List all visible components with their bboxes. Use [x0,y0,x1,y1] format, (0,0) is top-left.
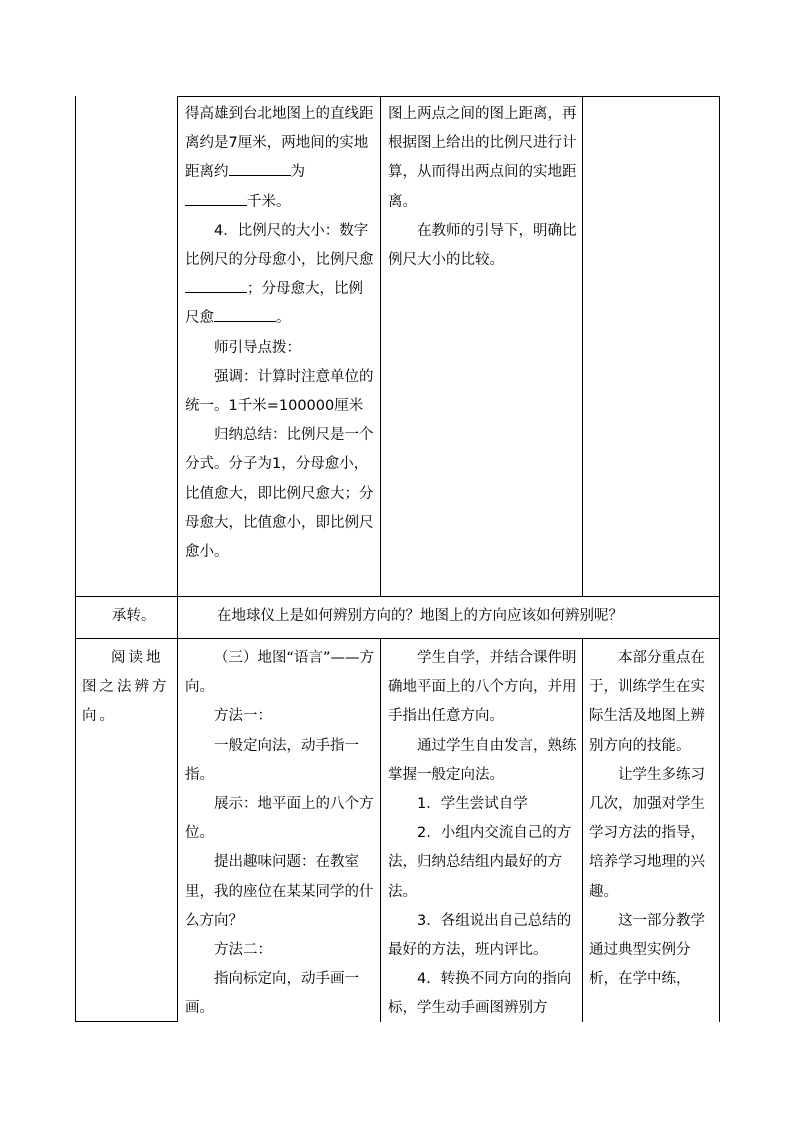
practice-text: 让学生多练习几次，加强对学生学习方法的指导，培养学习地理的兴趣。 [589,766,705,900]
column-divider-1 [177,96,178,1022]
top-row-student-activity [388,100,578,275]
step-1-text: 1．学生尝试自学 [417,796,528,813]
column-divider-2 [380,96,381,596]
row-divider-transition-top [75,596,720,597]
transition-question: 在地球仪上是如何辨别方向的？地图上的方向应该如何辨别呢？ [217,608,623,624]
bottom-row-teaching-content [185,644,375,1024]
top-row-teaching-content [185,100,375,567]
column-divider-3-lower [582,638,583,1022]
answer-blank [185,189,247,205]
calculation-method-text: 图上两点之间的图上距离，再根据图上给出的比例尺进行计算，从而得出两点间的实地距离。 [388,106,577,210]
free-speech-text: 通过学生自由发言，熟练掌握一般定向法。 [388,737,577,783]
row-divider-transition-bottom [75,638,720,639]
direction-section-heading: （三）地图“语言”——方向。 [185,650,375,696]
focus-text: 本部分重点在于，训练学生在实际生活及地图上辨别方向的技能。 [589,650,705,754]
scale-size-end: 。 [276,310,291,327]
answer-blank [229,160,291,176]
unit-emphasis-text: 强调：计算时注意单位的统一。1千米=100000厘米 [185,368,374,415]
scale-comparison-text: 在教师的引导下，明确比例尺大小的比较。 [388,222,577,269]
paragraph-distance-question [185,100,375,217]
step-3-text: 3．各组说出自己总结的最好的方法，班内评比。 [388,912,572,959]
transition-label: 承转。 [112,608,156,624]
column-divider-3 [582,96,583,596]
table-border-top [177,96,720,97]
eight-directions-text: 展示：地平面上的八个方位。 [185,796,374,842]
method-one-text: 一般定向法，动手指一指。 [185,737,359,783]
bottom-row-design-intent [589,644,715,994]
scale-size-text-2: ；分母愈大，比例尺愈 [185,281,363,327]
step-2-text: 2．小组内交流自己的方法，归纳总结组内最好的方法。 [388,825,572,900]
table-border-right [719,96,720,1022]
fun-question-text: 提出趣味问题：在教室里，我的座位在某某同学的什么方向？ [185,854,374,929]
distance-question-unit: 千米。 [247,193,291,210]
method-one-heading: 方法一： [214,708,272,725]
summary-text: 归纳总结：比例尺是一个分式。分子为1，分母愈小，比值愈大，即比例尺愈大；分母愈大，比值愈小，即比例尺愈小。 [185,427,374,561]
teacher-guidance-heading: 师引导点拨： [214,339,301,356]
distance-question-text: 得高雄到台北地图上的直线距离约是7厘米，两地间的实地距离约 [185,106,374,181]
table-border-left [75,96,76,1022]
bottom-row-student-activity [388,644,578,1024]
paragraph-scale-size [185,217,375,334]
column-divider-2-lower [380,638,381,1022]
answer-blank [214,306,276,322]
table-border-bottom-left [75,1021,178,1022]
step-4-text: 4．转换不同方向的指向标，学生动手画图辨别方 [388,971,572,1017]
answer-blank [185,277,247,293]
self-study-text: 学生自学，并结合课件明确地平面上的八个方向，并用手指出任意方向。 [388,650,577,725]
method-two-text: 指向标定向，动手画一画。 [185,971,359,1017]
method-two-heading: 方法二： [214,942,272,959]
scale-size-text: 4．比例尺的大小：数字比例尺的分母愈小，比例尺愈 [185,222,374,269]
example-analysis-text: 这一部分教学通过典型实例分析，在学中练， [589,912,705,988]
distance-question-connector: 为 [290,164,305,181]
section-title: 阅读地图之法辨方向。 [82,650,170,725]
